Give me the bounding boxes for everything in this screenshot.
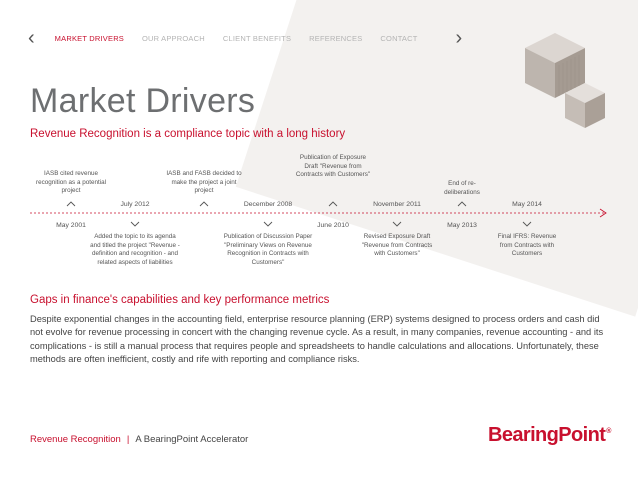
footer-separator: | <box>126 434 130 445</box>
page-subtitle: Revenue Recognition is a compliance topic with a long history <box>30 128 346 140</box>
timeline-event-text: Added the topic to its agenda and titled the project "Revenue - definition and recognition - and related aspects of liabilities <box>90 233 180 266</box>
timeline-event-date: May 2013 <box>447 222 477 229</box>
chevron-up-icon <box>458 202 466 206</box>
timeline-event-text: Publication of Discussion Paper "Preliminary Views on Revenue Recognition in Contracts with Customers" <box>223 233 313 266</box>
nav-items <box>55 34 436 43</box>
chevron-down-icon <box>393 222 401 226</box>
isometric-cubes-graphic <box>500 28 610 148</box>
section-title: Gaps in finance's capabilities and key performance metrics <box>30 294 330 306</box>
nav-item-our-approach[interactable]: OUR APPROACH <box>142 33 205 43</box>
timeline-event-date: November 2011 <box>373 201 421 208</box>
top-navigation <box>28 28 462 48</box>
section-body: Despite exponential changes in the accounting field, enterprise resource planning (ERP) systems designed to process orders and cash did not evolve for revenue processing in concert with the changing revenue cycle. As a result, in many companies, revenue accounting - and its complications - is still a manual process that requires people and spreadsheets to handle calculations and allocations. Unfortunately, these methods are often inefficient, costly and rife with reporting and compliance risks. <box>30 314 604 365</box>
timeline-event-text: Publication of Exposure Draft "Revenue from Contracts with Customers" <box>295 154 371 178</box>
chevron-down-icon <box>131 222 139 226</box>
chevron-down-icon <box>264 222 272 226</box>
footer-tagline: A BearingPoint Accelerator <box>135 434 249 445</box>
chevron-right-icon[interactable]: › <box>455 27 463 49</box>
nav-item-market-drivers[interactable]: MARKET DRIVERS <box>54 33 125 43</box>
timeline-event-text: IASB and FASB decided to make the project a joint project <box>166 170 242 194</box>
nav-item-contact[interactable]: CONTACT <box>380 33 418 43</box>
timeline-event-text: End of re-deliberations <box>444 180 480 196</box>
nav-item-client-benefits[interactable]: CLIENT BENEFITS <box>222 33 292 43</box>
bearingpoint-logo <box>488 424 611 447</box>
timeline-event-text: Final IFRS: Revenue from Contracts with Customers <box>497 233 557 257</box>
chevron-up-icon <box>200 202 208 206</box>
footer-product: Revenue Recognition <box>30 434 121 445</box>
timeline-event-date: May 2001 <box>56 222 86 229</box>
timeline-event-text: IASB cited revenue recognition as a potential project <box>35 170 106 194</box>
chevron-up-icon <box>329 202 337 206</box>
timeline-event-date: June 2010 <box>317 222 349 229</box>
chevron-down-icon <box>523 222 531 226</box>
footer <box>30 434 248 445</box>
logo-text: BearingPoint <box>488 424 606 446</box>
timeline-event-date: July 2012 <box>120 201 150 208</box>
timeline-event-date: May 2014 <box>512 201 542 208</box>
chevron-left-icon[interactable]: ‹ <box>28 27 35 49</box>
page-title: Market Drivers <box>30 82 256 120</box>
nav-item-references[interactable]: REFERENCES <box>309 33 363 43</box>
chevron-up-icon <box>67 202 75 206</box>
timeline-event-text: Revised Exposure Draft "Revenue from Contracts with Customers" <box>361 233 433 257</box>
registered-mark: ® <box>606 428 611 436</box>
timeline <box>0 150 638 290</box>
timeline-event-date: December 2008 <box>243 201 293 208</box>
